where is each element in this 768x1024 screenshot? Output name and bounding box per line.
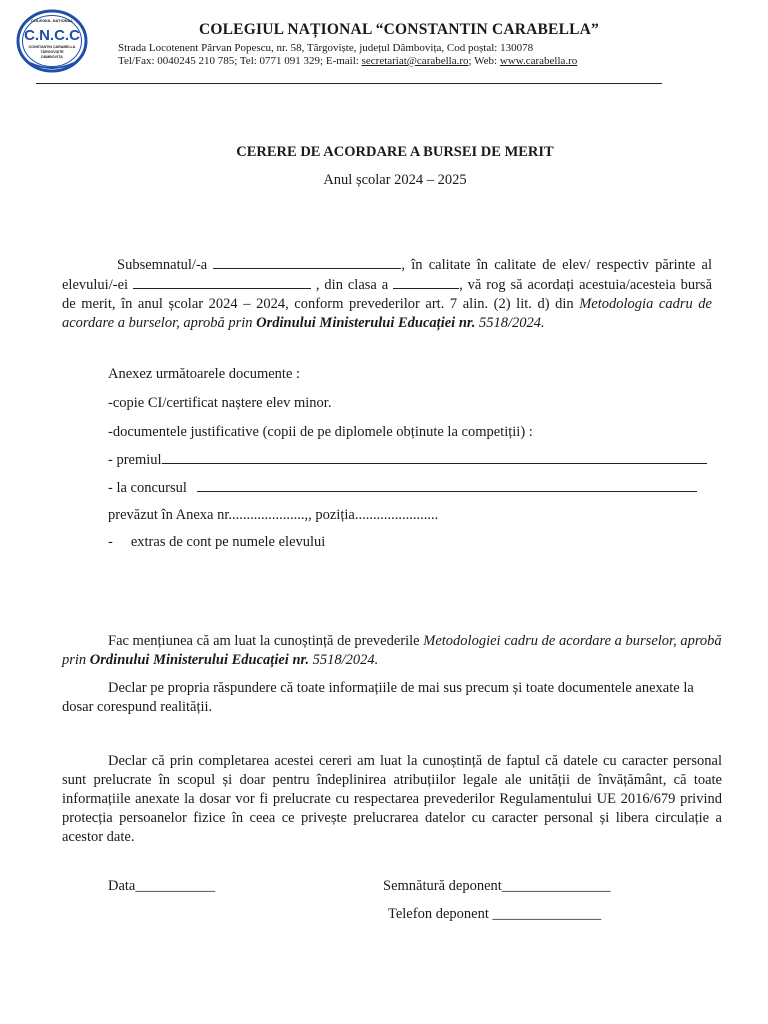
mention-order: Ordinului Ministerului Educației nr. — [89, 652, 309, 668]
website-link[interactable]: www.carabella.ro — [499, 55, 578, 67]
annex-intro: Anexez următoarele documente : — [108, 366, 301, 382]
bank-text: extras de cont pe numele elevului — [130, 534, 326, 550]
date-field[interactable] — [108, 878, 215, 895]
logo-sub-text-3: DÂMBOVIȚA — [41, 55, 63, 59]
annex-item-prize — [108, 450, 707, 469]
request-text-2: , în calitate în calitate de elev/ respectiv părinte al elevului/-ei — [62, 257, 712, 293]
declaration-truth — [62, 679, 722, 717]
contest-blank[interactable] — [197, 478, 697, 492]
phone-label: Telefon deponent — [388, 906, 489, 922]
signature-label: Semnătură deponent — [383, 878, 502, 894]
mention-methodology: Metodologiei cadru de acordare a burselor, aprobă prin — [62, 633, 722, 668]
declaration-gdpr-text: Declar că prin completarea acestei cereri am luat la cunoștință de faptul că datele cu caracter personal sunt prelucrate în scopul și doar pentru îndeplinirea atribuțiilor legale ale unității de învățământ, că toate informațiile anexate la dosar vor fi prelucrate cu respectarea prevederilor Regulamentului UE 2016/679 privind protecția persoanelor fizice în ceea ce privește prelucrarea datelor cu caracter personal și libera circulație a acestor date. — [62, 753, 722, 845]
school-year: Anul școlar 2024 – 2025 — [323, 172, 467, 188]
signature-blank: _______________ — [501, 878, 611, 894]
logo-sub-text-1: CONSTANTIN CARABELLA — [28, 45, 76, 49]
logo-acronym: C.N.C.C — [24, 27, 80, 44]
logo-sub-text-2: TÂRGOVIȘTE — [40, 50, 64, 54]
mention-order-number: 5518/2024. — [309, 652, 379, 668]
annex-item-position: prevăzut în Anexa nr.....................,, poziția....................... — [108, 507, 439, 523]
phone-field[interactable] — [388, 906, 601, 923]
mention-paragraph — [62, 632, 722, 670]
date-blank: ___________ — [135, 878, 216, 894]
email-link[interactable]: secretariat@carabella.ro — [361, 55, 469, 67]
document-title: CERERE DE ACORDARE A BURSEI DE MERIT — [236, 144, 554, 160]
contact-phone: Tel/Fax: 0040245 210 785; Tel: 0771 091 329; E-mail: — [118, 55, 362, 67]
phone-blank: _______________ — [492, 906, 602, 922]
signature-field[interactable] — [383, 878, 611, 895]
request-paragraph — [62, 255, 712, 333]
logo-top-text: COLEGIUL NATIONAL — [30, 18, 74, 23]
order-number: 5518/2024. — [475, 315, 545, 331]
request-text-3: , din clasa a — [315, 277, 389, 293]
annex-item-justification: -documentele justificative (copii de pe diplomele obținute la competiții) : — [108, 424, 533, 440]
contest-label: - la concursul — [108, 480, 187, 496]
prize-blank[interactable] — [162, 450, 707, 464]
name-blank[interactable] — [213, 255, 401, 269]
prize-label: - premiul — [108, 452, 162, 468]
school-contact — [118, 55, 577, 67]
school-address: Strada Locotenent Pârvan Popescu, nr. 58, Târgoviște, județul Dâmbovița, Cod poștal: 130078 — [118, 42, 534, 54]
date-label: Data — [108, 878, 136, 894]
annex-item-id-copy: -copie CI/certificat naștere elev minor. — [108, 395, 332, 411]
declaration-truth-text: Declar pe propria răspundere că toate informațiile de mai sus precum și toate documentele anexate la dosar corespund realității. — [62, 680, 694, 715]
school-name: COLEGIUL NAȚIONAL “CONSTANTIN CARABELLA” — [198, 21, 600, 38]
bank-dash: - — [108, 534, 113, 550]
order-ref: Ordinului Ministerului Educației nr. — [256, 315, 476, 331]
student-name-blank[interactable] — [133, 275, 311, 289]
web-prefix: ; Web: — [468, 55, 500, 67]
school-logo — [16, 9, 88, 73]
declaration-gdpr — [62, 752, 722, 847]
methodology-ref: Metodologia cadru de acordare a burselor, aprobă prin — [62, 296, 712, 331]
annex-item-contest — [108, 478, 697, 497]
request-text-4: , vă rog să acordați acestuia/acesteia bursă de merit, în anul școlar 2024 – 2024, conform prevederilor art. 7 alin. (2) lit. d) din — [62, 277, 713, 312]
annex-item-bank — [108, 534, 325, 551]
mention-text: Fac mențiunea că am luat la cunoștință de prevederile — [108, 633, 424, 649]
class-blank[interactable] — [393, 275, 459, 289]
header-divider — [36, 83, 662, 84]
request-text-1: Subsemnatul/-a — [117, 257, 208, 273]
